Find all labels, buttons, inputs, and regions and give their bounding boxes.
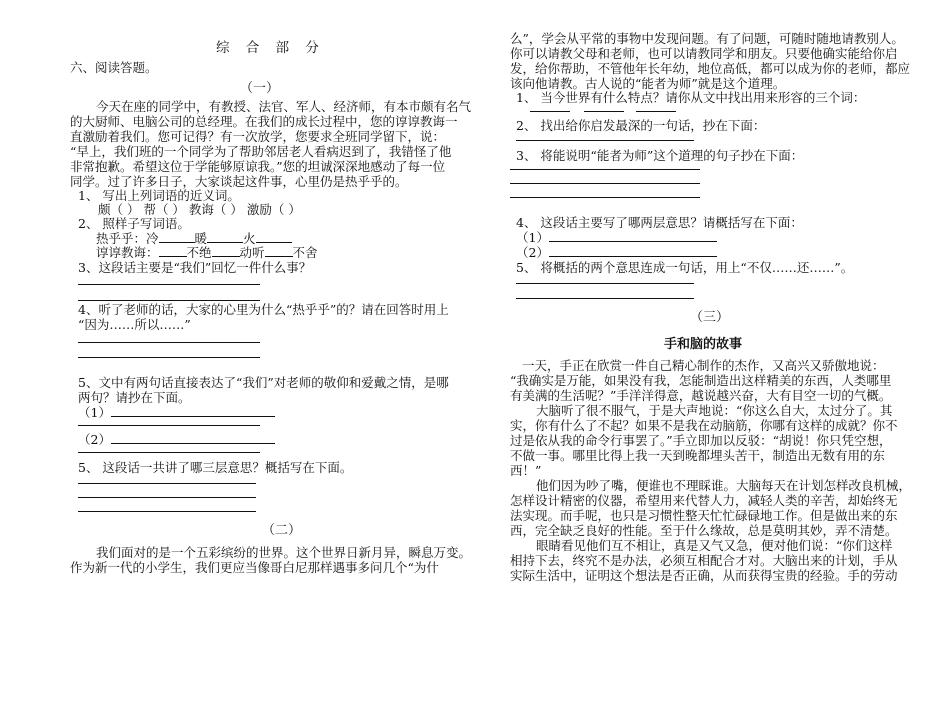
story-line: 他们因为吵了嘴，便谁也不理睬谁。大脑每天在计划怎样改良机械，	[536, 478, 912, 493]
story-line: 有美满的生活呢？”手洋洋得意，越说越兴奋，大有目空一切的气概。	[510, 388, 892, 403]
answer-blank[interactable]	[530, 111, 570, 112]
q2b-prefix: 谆谆教诲：	[96, 245, 159, 260]
answer-blank[interactable]	[111, 404, 275, 417]
question-5-line: 5、文中有两句话直接表达了“我们”对老师的敬仰和爱戴之情，是哪	[78, 375, 449, 390]
passage-two-cont-line: 你可以请教父母和老师，也可以请教同学和朋友。只要他确实能给你启	[510, 46, 898, 61]
answer-blank[interactable]	[256, 230, 292, 243]
question-1-blanks[interactable]: 颇（ ） 帮（ ） 教诲（ ） 激励（ ）	[98, 202, 301, 217]
q5-label-1: （1）	[78, 403, 275, 421]
answer-blank[interactable]	[549, 244, 717, 257]
answer-line[interactable]	[78, 284, 260, 285]
answer-line[interactable]	[78, 342, 260, 343]
q2b-word: 不舍	[292, 245, 318, 260]
story-line: 眼睛看见他们互不相让，真是又气又急，便对他们说：“你们这样	[536, 538, 893, 553]
question-3: 3、这段话主要是“我们”回忆一件什么事？	[78, 260, 312, 275]
story-line: “我确实是万能，如果没有我，怎能制造出这样精美的东西，人类哪里	[510, 373, 892, 388]
story-line: 实，你有什么了不起？如果不是我在动脑筋，你哪有这样的成就？你不	[510, 418, 898, 433]
passage-two-line: 我们面对的是一个五彩缤纷的世界。这个世界日新月异，瞬息万变。	[96, 545, 472, 560]
answer-line[interactable]	[516, 283, 694, 284]
passage-two-cont-line: 么”，学会从平常的事物中发现问题。有了问题，可随时随地请教别人。	[510, 31, 904, 46]
r-q4-label-1: （1）	[516, 228, 717, 246]
r-q4-label-2: （2）	[516, 243, 717, 261]
r-question-5: 5、 将概括的两个意思连成一句话，用上“不仅……还……”。	[516, 260, 854, 275]
question-4-line: “因为……所以……”	[78, 317, 191, 332]
answer-blank[interactable]	[584, 111, 624, 112]
passage-one-line: 同学。过了许多日子，大家谈起这件事，心里仍是热乎乎的。	[70, 174, 408, 189]
answer-line[interactable]	[78, 452, 260, 453]
section-heading: 六、阅读答题。	[70, 60, 158, 75]
q2b-word: 不绝	[186, 245, 212, 260]
story-line: 不做一事。哪里比得上我一天到晚都埋头苦干，制造出无数有用的东	[510, 448, 886, 463]
q2a-word: 火	[243, 231, 256, 246]
answer-blank[interactable]	[207, 230, 243, 243]
passage-one-line: 的大厨师、电脑公司的总经理。在我们的成长过程中，您的谆谆教诲一	[70, 114, 458, 129]
passage-one-line: 直激励着我们。您可记得？有一次放学，您要求全班同学留下，说：	[70, 129, 446, 144]
answer-blank[interactable]	[212, 244, 240, 257]
story-line: 西！”	[510, 463, 542, 478]
story-line: 过是依从我的命令行事罢了。”手立即加以反驳：“胡说！你只凭空想，	[510, 433, 892, 448]
passage-one-line: 今天在座的同学中，有教授、法官、军人、经济师，有本市颇有名气	[96, 99, 472, 114]
part-three-heading: （三）	[690, 310, 730, 325]
part-one-heading: （一）	[240, 81, 280, 96]
answer-line[interactable]	[78, 511, 256, 512]
r-question-2: 2、 找出给你启发最深的一句话，抄在下面：	[516, 118, 766, 133]
story-line: 大脑听了很不服气，于是大声地说：“你这么自大，太过分了。其	[536, 403, 893, 418]
answer-blank[interactable]	[265, 244, 293, 257]
answer-blank[interactable]	[549, 229, 717, 242]
story-line: 法实现。而手呢，也只是习惯性整天忙忙碌碌地工作。但是做出来的东	[510, 508, 898, 523]
story-line: 西，完全缺乏良好的性能。至于什么缘故，总是莫明其妙，弄不清楚。	[510, 523, 898, 538]
story-line: 相持下去，终究不是办法，必须互相配合才对。大脑出来的计划，手从	[510, 553, 898, 568]
part-two-heading: （二）	[262, 523, 302, 538]
r-question-3: 3、 将能说明“能者为师”这个道理的句子抄在下面：	[516, 148, 804, 163]
answer-line[interactable]	[78, 357, 260, 358]
story-line: 实际生活中，证明这个想法是否正确，从而获得宝贵的经验。手的劳动	[510, 568, 898, 583]
passage-one-line: 非常抱歉。希望这位于学能够原谅我。”您的坦诚深深地感动了每一位	[70, 159, 446, 174]
passage-two-cont-line: 该向他请教。古人说的“能者为师”就是这个道理。	[510, 76, 786, 91]
passage-two-cont-line: 发，给你帮助，不管他年长年幼，地位高低，都可以成为你的老师，都应	[510, 61, 911, 76]
answer-blank[interactable]	[636, 111, 676, 112]
question-4-line: 4、听了老师的话，大家的心里为什么“热乎乎”的？请在回答时用上	[78, 302, 449, 317]
r-question-4: 4、 这段话主要写了哪两层意思？请概括写在下面：	[516, 215, 803, 230]
answer-line[interactable]	[78, 425, 260, 426]
passage-one-line: “早上，我们班的一个同学为了帮助邻居老人看病迟到了，我错怪了他	[70, 144, 452, 159]
story-title: 手和脑的故事	[664, 337, 743, 352]
answer-line[interactable]	[516, 140, 694, 141]
answer-line[interactable]	[78, 483, 256, 484]
question-5-line: 两句？请抄在下面。	[78, 390, 191, 405]
q2a-word: 暖	[194, 231, 208, 246]
page-title: 综 合 部 分	[216, 40, 325, 56]
answer-blank[interactable]	[111, 431, 275, 444]
question-6: 5、 这段话一共讲了哪三层意思？概括写在下面。	[78, 460, 353, 475]
answer-line[interactable]	[516, 298, 694, 299]
q2a-prefix: 热乎乎：冷	[96, 231, 159, 246]
q5-label-2: （2）	[78, 430, 275, 448]
q2b-word: 动听	[239, 245, 265, 260]
answer-line[interactable]	[510, 169, 700, 170]
answer-line[interactable]	[510, 197, 700, 198]
answer-line[interactable]	[510, 183, 700, 184]
story-line: 怎样设计精密的仪器，希望用来代替人力，减轻人类的辛苦，却始终无	[510, 493, 898, 508]
question-1: 1、 写出上列词语的近义词。	[78, 188, 240, 203]
answer-blank[interactable]	[159, 230, 195, 243]
story-line: 一天，手正在欣赏一件自己精心制作的杰作，又高兴又骄傲地说：	[522, 358, 885, 373]
question-2: 2、 照样子写词语。	[78, 216, 190, 231]
r-question-1: 1、 当今世界有什么特点？请你从文中找出用来形容的三个词：	[516, 90, 866, 105]
answer-blank[interactable]	[159, 244, 187, 257]
answer-line[interactable]	[78, 497, 256, 498]
passage-two-line: 作为新一代的小学生，我们更应当像哥白尼那样遇事多问几个“为什	[70, 560, 439, 575]
